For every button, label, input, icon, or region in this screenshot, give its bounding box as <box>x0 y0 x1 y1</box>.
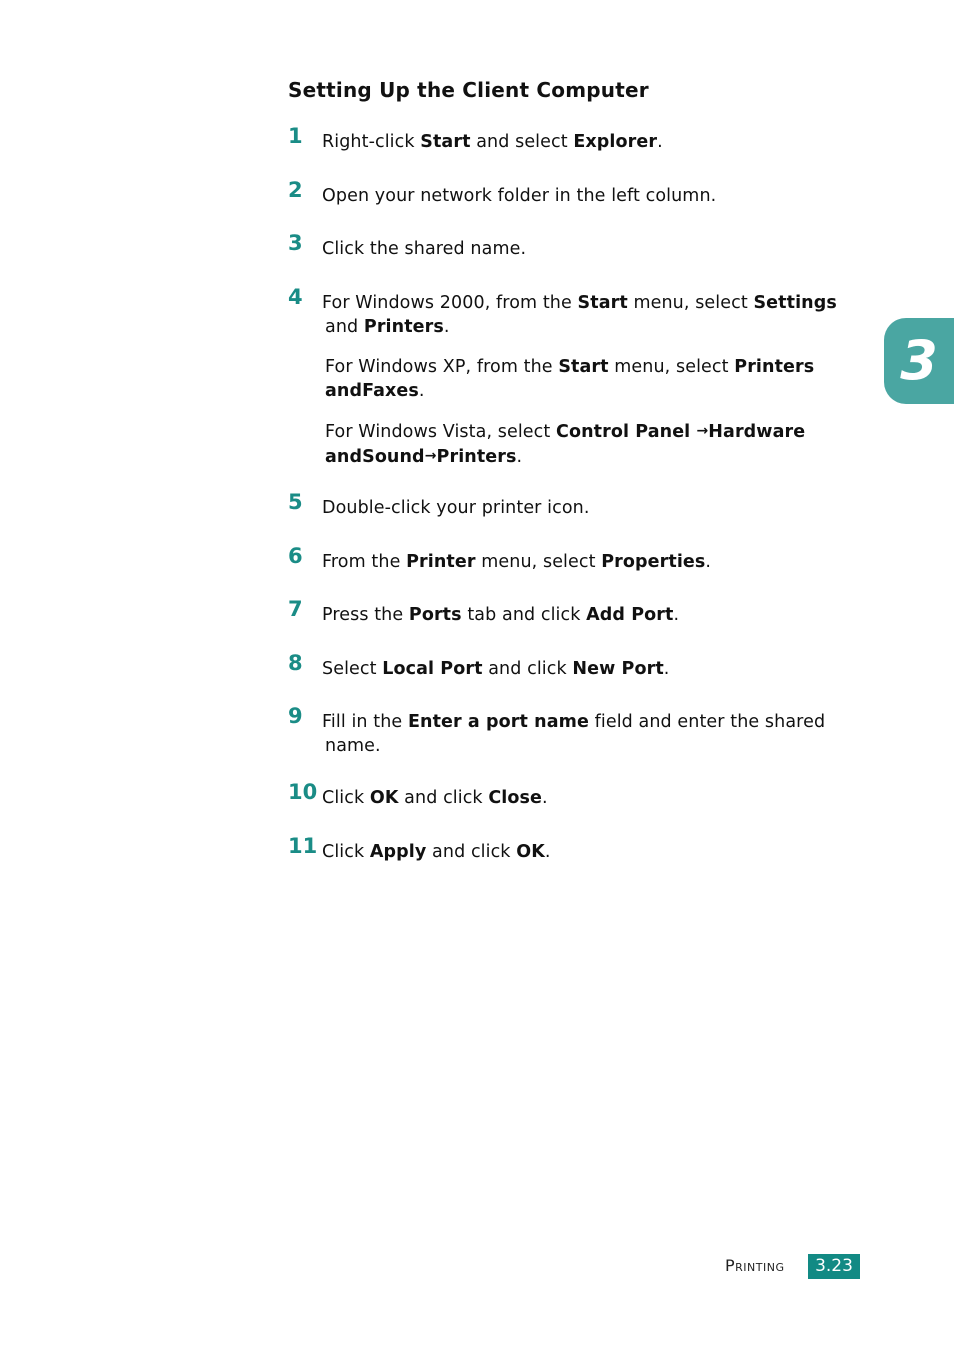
step-9 <box>288 704 868 758</box>
windows-vista-note: For Windows Vista, select Control Panel →Hardware andSound→Printers. <box>325 422 806 467</box>
step-number: 11 <box>288 834 318 858</box>
chapter-tab <box>884 318 954 404</box>
step-8 <box>288 651 868 681</box>
windows-xp-note: For Windows XP, from the Start menu, select Printers andFaxes. <box>325 357 815 401</box>
step-number: 8 <box>288 651 303 675</box>
step-3 <box>288 231 868 261</box>
step-number: 3 <box>288 231 303 255</box>
step-number: 9 <box>288 704 303 728</box>
arrow-right-icon: → <box>424 448 437 464</box>
step-11 <box>288 834 868 864</box>
step-text: Click OK and click Close. <box>322 788 548 808</box>
step-number: 4 <box>288 285 303 309</box>
step-2 <box>288 178 868 208</box>
page-title: Setting Up the Client Computer <box>288 78 649 102</box>
step-number: 5 <box>288 490 303 514</box>
step-number: 6 <box>288 544 303 568</box>
step-4 <box>288 285 868 339</box>
step-5 <box>288 490 868 520</box>
arrow-right-icon: → <box>696 423 709 439</box>
step-6 <box>288 544 868 574</box>
step-text: Click the shared name. <box>322 239 527 259</box>
step-number: 10 <box>288 780 318 804</box>
step-text: Fill in the Enter a port name field and enter the shared name. <box>322 712 826 756</box>
step-text: From the Printer menu, select Properties. <box>322 552 712 572</box>
step-10 <box>288 780 868 810</box>
footer-section-name: Printing <box>725 1256 785 1275</box>
step-number: 7 <box>288 597 303 621</box>
step-text: Double-click your printer icon. <box>322 498 590 518</box>
step-text: Open your network folder in the left column. <box>322 186 717 206</box>
step-text: For Windows 2000, from the Start menu, select Settings and Printers. <box>322 293 837 337</box>
step-number: 2 <box>288 178 303 202</box>
step-1 <box>288 124 868 154</box>
step-text: Select Local Port and click New Port. <box>322 659 670 679</box>
step-7 <box>288 597 868 627</box>
step-text: Press the Ports tab and click Add Port. <box>322 605 680 625</box>
step-text: Click Apply and click OK. <box>322 842 551 862</box>
step-text: Right-click Start and select Explorer. <box>322 132 663 152</box>
page-number: 3.23 <box>808 1254 860 1279</box>
chapter-number: 3 <box>900 329 938 392</box>
step-number: 1 <box>288 124 303 148</box>
